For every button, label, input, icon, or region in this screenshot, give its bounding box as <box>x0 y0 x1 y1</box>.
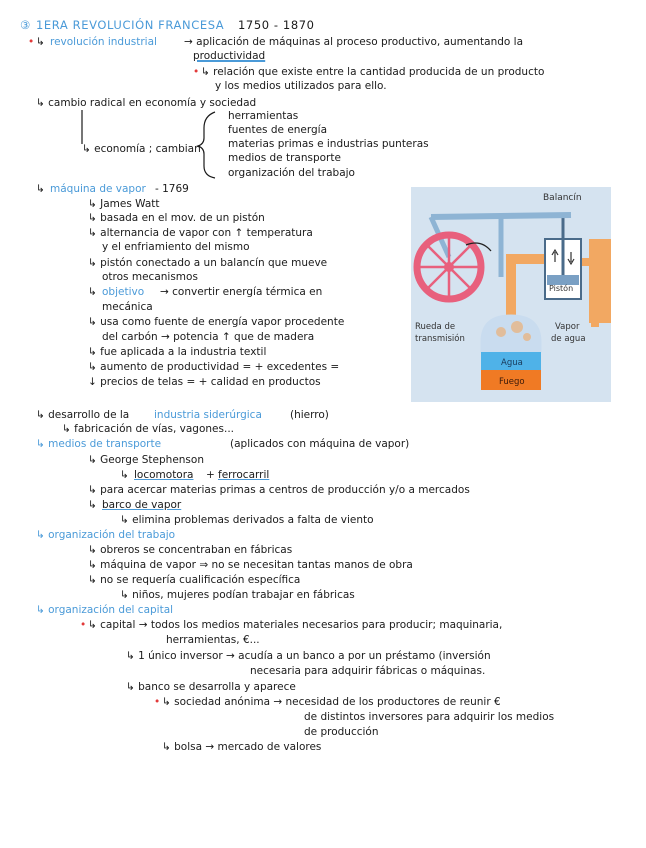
arrow-bullet: ↳ <box>36 36 45 48</box>
maquina-item: y el enfriamiento del mismo <box>102 241 250 253</box>
definition-line: → aplicación de máquinas al proceso productivo, aumentando la <box>184 36 524 48</box>
label-balancin: Balancín <box>543 193 582 203</box>
trabajo-item: ↳ obreros se concentraban en fábricas <box>88 544 293 556</box>
section-number: ③ <box>20 18 31 32</box>
term-maquina-vapor: máquina de vapor <box>50 183 146 195</box>
label-agua: Agua <box>501 358 523 368</box>
plus-sign: + <box>206 469 215 481</box>
bullet-dot: • <box>193 66 200 78</box>
maquina-item: del carbón → potencia ↑ que de madera <box>102 331 315 343</box>
maquina-item: ↳ alternancia de vapor con ↑ temperatura <box>88 227 313 239</box>
boiler <box>481 315 541 352</box>
maquina-year: - 1769 <box>155 183 189 195</box>
transporte-note: (aplicados con máquina de vapor) <box>230 438 410 450</box>
sociedad-line-2: de distintos inversores para adquirir los medios <box>304 711 555 723</box>
capital-line-2: herramientas, €... <box>166 634 260 646</box>
bullet-dot: • <box>28 36 35 48</box>
maquina-item: ↳ fue aplicada a la industria textil <box>88 346 267 358</box>
label-fuego: Fuego <box>499 377 525 387</box>
maquina-item: ↳ aumento de productividad = + excedentes = <box>88 361 340 373</box>
trabajo-item: ↳ máquina de vapor ⇒ no se necesitan tantas manos de obra <box>88 559 413 571</box>
george-line: ↳ George Stephenson <box>88 454 204 466</box>
term-locomotora: locomotora <box>134 469 194 481</box>
economia-line: ↳ economía ; cambian <box>82 143 201 155</box>
maquina-item: ↳ usa como fuente de energía vapor procedente <box>88 316 345 328</box>
label-piston: Pistón <box>549 284 574 293</box>
trabajo-item: ↳ no se requería cualificación específica <box>88 574 301 586</box>
trabajo-sub: ↳ niños, mujeres podían trabajar en fábricas <box>120 589 355 601</box>
label-vapor: Vapor <box>555 322 580 332</box>
bullet-dot: • <box>80 619 87 631</box>
siderurgica-sub: ↳ fabricación de vías, vagones... <box>62 423 234 435</box>
maquina-item: ↳ James Watt <box>88 198 160 210</box>
label-de-agua: de agua <box>551 334 586 344</box>
label-rueda: Rueda de <box>415 322 456 332</box>
label-transmision: transmisión <box>415 334 465 344</box>
para-line: ↳ para acercar materias primas a centros de producción y/o a mercados <box>88 484 470 496</box>
sociedad-line-3: de producción <box>304 726 379 738</box>
term-organizacion-capital: ↳ organización del capital <box>36 604 174 616</box>
term-industria-siderurgica: industria siderúrgica <box>154 409 262 421</box>
term-medios-transporte: ↳ medios de transporte <box>36 438 162 450</box>
economia-item: fuentes de energía <box>228 124 328 136</box>
sociedad-line: ↳ sociedad anónima → necesidad de los productores de reunir € <box>162 696 501 708</box>
maquina-item: otros mecanismos <box>102 271 198 283</box>
term-objetivo: objetivo <box>102 286 145 298</box>
arrow-bullet: ↳ <box>88 499 97 511</box>
term-revolucion-industrial: revolución industrial <box>50 36 157 48</box>
siderurgica-note: (hierro) <box>290 409 329 421</box>
capital-line: ↳ capital → todos los medios materiales necesarios para producir; maquinaria, <box>88 619 503 631</box>
flywheel <box>417 235 481 299</box>
inversor-line: ↳ 1 único inversor → acudía a un banco a por un préstamo (inversión <box>126 650 491 662</box>
brace-connector <box>78 108 218 180</box>
bullet-dot: • <box>154 696 161 708</box>
maquina-item: ↳ basada en el mov. de un pistón <box>88 212 265 224</box>
page-title: 1ERA REVOLUCIÓN FRANCESA <box>36 18 225 32</box>
maquina-item: ↓ precios de telas = + calidad en productos <box>88 376 321 388</box>
term-ferrocarril: ferrocarril <box>218 469 270 481</box>
objetivo-text-2: mecánica <box>102 301 153 313</box>
economia-item: materias primas e industrias punteras <box>228 138 429 150</box>
balancin-beam <box>431 215 571 217</box>
arrow-bullet: ↳ <box>120 469 129 481</box>
productividad-def-2: y los medios utilizados para ello. <box>215 80 387 92</box>
arrow-bullet: ↳ <box>36 183 45 195</box>
siderurgica-line: ↳ desarrollo de la <box>36 409 130 421</box>
barco-sub: ↳ elimina problemas derivados a falta de viento <box>120 514 374 526</box>
condenser <box>589 239 611 323</box>
term-productividad: productividad <box>193 50 266 62</box>
term-organizacion-trabajo: ↳ organización del trabajo <box>36 529 176 541</box>
arrow-bullet: ↳ <box>88 286 97 298</box>
economia-item: organización del trabajo <box>228 167 355 179</box>
cambio-radical-line: ↳ cambio radical en economía y sociedad <box>36 97 257 109</box>
productividad-def: ↳ relación que existe entre la cantidad producida de un producto <box>201 66 545 78</box>
maquina-item: ↳ pistón conectado a un balancín que mueve <box>88 257 328 269</box>
objetivo-text: → convertir energía térmica en <box>160 286 323 298</box>
economia-item: medios de transporte <box>228 152 341 164</box>
steam-engine-diagram <box>411 187 611 402</box>
term-barco-vapor: barco de vapor <box>102 499 182 511</box>
banco-line: ↳ banco se desarrolla y aparece <box>126 681 296 693</box>
economia-item: herramientas <box>228 110 299 122</box>
bolsa-line: ↳ bolsa → mercado de valores <box>162 741 322 753</box>
inversor-line-2: necesaria para adquirir fábricas o máquinas. <box>250 665 486 677</box>
page-dates: 1750 - 1870 <box>238 18 315 32</box>
